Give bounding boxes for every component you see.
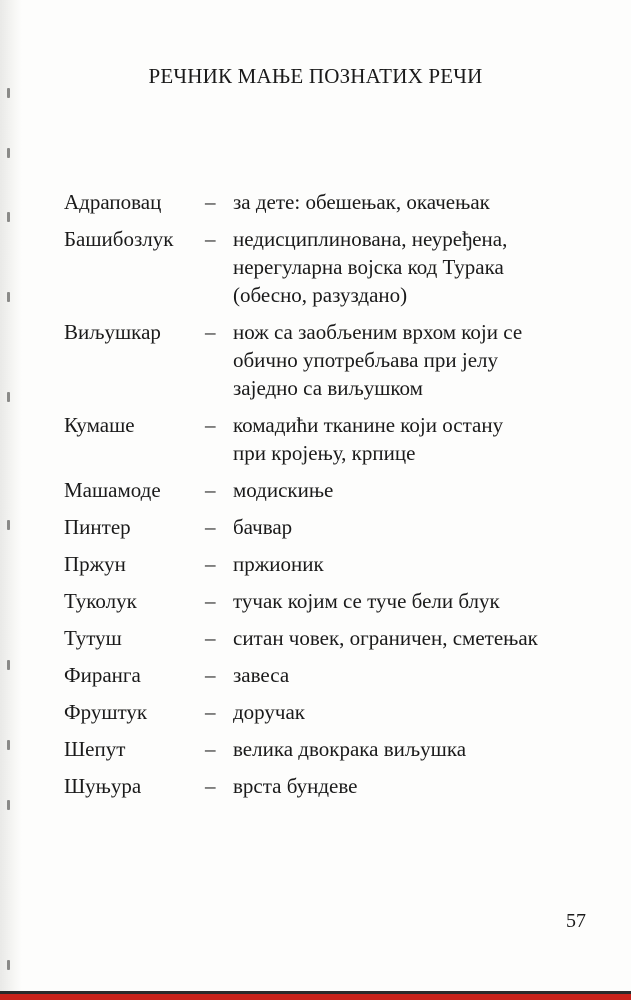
- glossary-definition: велика двокрака виљушка: [233, 737, 467, 761]
- glossary-definition: за дете: обешењак, окачењак: [233, 190, 490, 214]
- binding-hole: [7, 520, 10, 530]
- glossary-dash: –: [205, 626, 216, 650]
- binding-edge: [0, 0, 22, 1000]
- glossary-definition: доручак: [233, 700, 305, 724]
- binding-hole: [7, 800, 10, 810]
- binding-hole: [7, 740, 10, 750]
- glossary-definition: нож са заобљеним врхом који се обично употребљава при јелу заједно са виљушком: [233, 320, 523, 400]
- glossary-definition: тучак којим се туче бели блук: [233, 589, 500, 613]
- glossary-entry: [64, 550, 604, 578]
- glossary-term: Шепут: [64, 737, 126, 761]
- glossary-definition: недисциплинована, неуређена, нерегуларна војска код Турака (обесно, разуздано): [233, 227, 508, 307]
- glossary-definition: завеса: [233, 663, 290, 687]
- glossary-entry: [64, 624, 604, 652]
- glossary-entry: [64, 587, 604, 615]
- binding-hole: [7, 88, 10, 98]
- glossary-term: Машамоде: [64, 478, 161, 502]
- glossary-term: Туколук: [64, 589, 137, 613]
- glossary-list: [64, 188, 604, 809]
- glossary-dash: –: [205, 413, 216, 437]
- glossary-entry: [64, 476, 604, 504]
- glossary-term: Пржун: [64, 552, 126, 576]
- glossary-entry: [64, 772, 604, 800]
- glossary-term: Адраповац: [64, 190, 162, 214]
- glossary-definition: комадићи тканине који остану при кројењу, крпице: [233, 413, 504, 465]
- glossary-term: Фруштук: [64, 700, 148, 724]
- glossary-entry: [64, 698, 604, 726]
- glossary-entry: [64, 661, 604, 689]
- binding-hole: [7, 292, 10, 302]
- binding-hole: [7, 212, 10, 222]
- glossary-definition: ситан човек, ограничен, сметењак: [233, 626, 538, 650]
- glossary-dash: –: [205, 515, 216, 539]
- binding-hole: [7, 392, 10, 402]
- glossary-term: Фиранга: [64, 663, 141, 687]
- glossary-entry: [64, 411, 604, 467]
- glossary-term: Пинтер: [64, 515, 131, 539]
- glossary-entry: [64, 225, 604, 309]
- glossary-dash: –: [205, 663, 216, 687]
- glossary-term: Виљушкар: [64, 320, 161, 344]
- glossary-dash: –: [205, 227, 216, 251]
- binding-hole: [7, 960, 10, 970]
- glossary-dash: –: [205, 774, 216, 798]
- glossary-term: Кумаше: [64, 413, 135, 437]
- glossary-definition: бачвар: [233, 515, 293, 539]
- glossary-entry: [64, 318, 604, 402]
- glossary-dash: –: [205, 190, 216, 214]
- glossary-entry: [64, 735, 604, 763]
- binding-hole: [7, 148, 10, 158]
- binding-hole: [7, 660, 10, 670]
- glossary-dash: –: [205, 589, 216, 613]
- glossary-dash: –: [205, 737, 216, 761]
- glossary-entry: [64, 188, 604, 216]
- bottom-edge-band: [0, 994, 631, 1000]
- glossary-definition: пржионик: [233, 552, 324, 576]
- glossary-dash: –: [205, 552, 216, 576]
- glossary-dash: –: [205, 700, 216, 724]
- glossary-definition: модискиње: [233, 478, 334, 502]
- glossary-term: Башибозлук: [64, 227, 174, 251]
- glossary-term: Тутуш: [64, 626, 122, 650]
- glossary-dash: –: [205, 478, 216, 502]
- glossary-entry: [64, 513, 604, 541]
- glossary-term: Шуњура: [64, 774, 142, 798]
- glossary-dash: –: [205, 320, 216, 344]
- page-number: 57: [566, 910, 586, 932]
- page-title: РЕЧНИК МАЊЕ ПОЗНАТИХ РЕЧИ: [148, 64, 483, 88]
- glossary-definition: врста бундеве: [233, 774, 358, 798]
